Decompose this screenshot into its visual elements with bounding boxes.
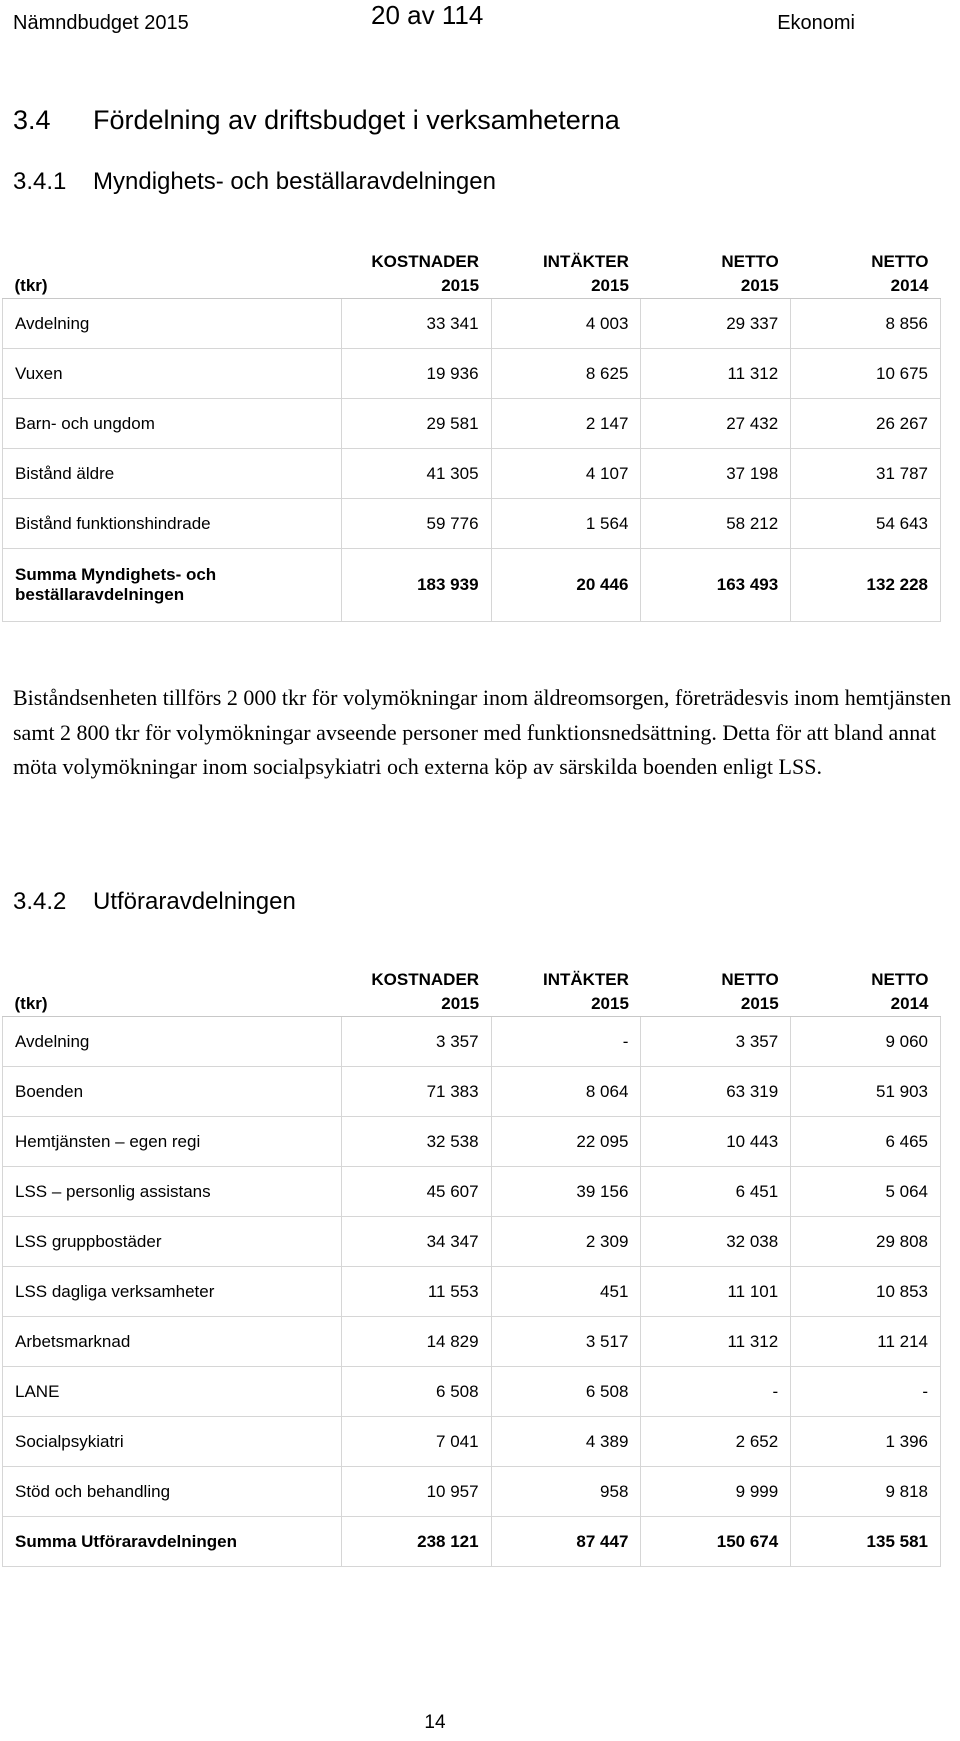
cell-value: -: [641, 1367, 791, 1417]
cell-value: 87 447: [491, 1517, 641, 1567]
cell-value: 29 337: [641, 299, 791, 349]
cell-value: 10 675: [791, 349, 941, 399]
cell-value: 6 465: [791, 1117, 941, 1167]
cell-value: 32 038: [641, 1217, 791, 1267]
cell-value: 45 607: [341, 1167, 491, 1217]
cell-value: 19 936: [341, 349, 491, 399]
row-label: Barn- och ungdom: [3, 399, 342, 449]
cell-value: 63 319: [641, 1067, 791, 1117]
cell-value: 9 818: [791, 1467, 941, 1517]
body-paragraph: Biståndsenheten tillförs 2 000 tkr för volymökningar inom äldreomsorgen, företrädesvis inom hemtjänsten samt 2 800 tkr för volymökningar avseende personer med funktionsnedsättning. Detta för att bland annat möta volymökningar inom socialpsykiatri och externa köp av särskilda boenden enligt LSS.: [13, 685, 952, 779]
cell-value: 9 999: [641, 1467, 791, 1517]
table-row: [3, 1367, 941, 1417]
cell-value: 451: [491, 1267, 641, 1317]
cell-value: 31 787: [791, 449, 941, 499]
cell-value: 14 829: [341, 1317, 491, 1367]
subsection-number: 3.4.1: [13, 168, 67, 195]
cell-value: 1 396: [791, 1417, 941, 1467]
cell-value: 33 341: [341, 299, 491, 349]
table-total-row: [3, 1517, 941, 1567]
budget-table-utforar: [2, 946, 941, 1567]
subsection-heading-1: [13, 168, 496, 196]
cell-value: 41 305: [341, 449, 491, 499]
cell-value: 8 856: [791, 299, 941, 349]
cell-value: 238 121: [341, 1517, 491, 1567]
header-page-counter: 20 av 114: [371, 0, 484, 30]
cell-value: 37 198: [641, 449, 791, 499]
table-total-row: [3, 549, 941, 622]
cell-value: 2 147: [491, 399, 641, 449]
table-row: [3, 1167, 941, 1217]
cell-value: 163 493: [641, 549, 791, 622]
row-label: LSS gruppbostäder: [3, 1217, 342, 1267]
section-heading: [13, 105, 620, 136]
cell-value: 2 652: [641, 1417, 791, 1467]
cell-value: 6 508: [341, 1367, 491, 1417]
cell-value: 135 581: [791, 1517, 941, 1567]
table-row: [3, 499, 941, 549]
cell-value: -: [491, 1017, 641, 1067]
header-document-title: Nämndbudget 2015: [13, 12, 189, 34]
section-number: 3.4: [13, 105, 51, 135]
cell-value: 29 581: [341, 399, 491, 449]
table-row: [3, 299, 941, 349]
row-label: Bistånd äldre: [3, 449, 342, 499]
cell-value: 11 214: [791, 1317, 941, 1367]
table-header-row: [3, 946, 941, 1017]
cell-value: 58 212: [641, 499, 791, 549]
cell-value: 8 064: [491, 1067, 641, 1117]
table-row: [3, 1017, 941, 1067]
row-label: Avdelning: [3, 299, 342, 349]
cell-value: 71 383: [341, 1067, 491, 1117]
column-header: NETTO 2014: [791, 946, 941, 1017]
cell-value: 20 446: [491, 549, 641, 622]
cell-value: 34 347: [341, 1217, 491, 1267]
cell-value: 39 156: [491, 1167, 641, 1217]
cell-value: 54 643: [791, 499, 941, 549]
cell-value: 3 357: [341, 1017, 491, 1067]
row-label: Summa Myndighets- och beställaravdelningen: [3, 549, 342, 622]
cell-value: 10 853: [791, 1267, 941, 1317]
table-row: [3, 449, 941, 499]
cell-value: 183 939: [341, 549, 491, 622]
column-header: NETTO 2014: [791, 228, 941, 299]
column-header: KOSTNADER 2015: [341, 228, 491, 299]
cell-value: 26 267: [791, 399, 941, 449]
cell-value: 3 357: [641, 1017, 791, 1067]
column-header: (tkr): [3, 228, 342, 299]
subsection-title: Myndighets- och beställaravdelningen: [93, 168, 496, 195]
row-label: LSS dagliga verksamheter: [3, 1267, 342, 1317]
column-header: KOSTNADER 2015: [341, 946, 491, 1017]
table-row: [3, 1317, 941, 1367]
table-row: [3, 1267, 941, 1317]
cell-value: 10 443: [641, 1117, 791, 1167]
table-row: [3, 1067, 941, 1117]
row-label: Vuxen: [3, 349, 342, 399]
column-header: NETTO 2015: [641, 946, 791, 1017]
column-header: INTÄKTER 2015: [491, 228, 641, 299]
row-label: Hemtjänsten – egen regi: [3, 1117, 342, 1167]
row-label: LSS – personlig assistans: [3, 1167, 342, 1217]
row-label: Avdelning: [3, 1017, 342, 1067]
page-number: 14: [424, 1712, 446, 1733]
cell-value: 11 312: [641, 349, 791, 399]
cell-value: 8 625: [491, 349, 641, 399]
cell-value: 2 309: [491, 1217, 641, 1267]
cell-value: 59 776: [341, 499, 491, 549]
cell-value: 4 003: [491, 299, 641, 349]
table-row: [3, 1117, 941, 1167]
row-label: Bistånd funktionshindrade: [3, 499, 342, 549]
cell-value: -: [791, 1367, 941, 1417]
table-row: [3, 1417, 941, 1467]
budget-table-myndighet: [2, 228, 941, 622]
cell-value: 22 095: [491, 1117, 641, 1167]
cell-value: 150 674: [641, 1517, 791, 1567]
table-row: [3, 1217, 941, 1267]
cell-value: 4 107: [491, 449, 641, 499]
cell-value: 7 041: [341, 1417, 491, 1467]
row-label: Summa Utföraravdelningen: [3, 1517, 342, 1567]
cell-value: 10 957: [341, 1467, 491, 1517]
cell-value: 4 389: [491, 1417, 641, 1467]
subsection-heading-2: [13, 888, 296, 916]
cell-value: 1 564: [491, 499, 641, 549]
table-row: [3, 399, 941, 449]
table-row: [3, 349, 941, 399]
cell-value: 29 808: [791, 1217, 941, 1267]
row-label: Socialpsykiatri: [3, 1417, 342, 1467]
row-label: Arbetsmarknad: [3, 1317, 342, 1367]
table-row: [3, 1467, 941, 1517]
table-header-row: [3, 228, 941, 299]
cell-value: 51 903: [791, 1067, 941, 1117]
cell-value: 132 228: [791, 549, 941, 622]
header-department: Ekonomi: [777, 12, 855, 34]
cell-value: 9 060: [791, 1017, 941, 1067]
column-header: INTÄKTER 2015: [491, 946, 641, 1017]
cell-value: 11 553: [341, 1267, 491, 1317]
row-label: LANE: [3, 1367, 342, 1417]
cell-value: 11 312: [641, 1317, 791, 1367]
column-header: NETTO 2015: [641, 228, 791, 299]
cell-value: 5 064: [791, 1167, 941, 1217]
cell-value: 958: [491, 1467, 641, 1517]
row-label: Boenden: [3, 1067, 342, 1117]
cell-value: 11 101: [641, 1267, 791, 1317]
cell-value: 6 451: [641, 1167, 791, 1217]
row-label: Stöd och behandling: [3, 1467, 342, 1517]
subsection-number: 3.4.2: [13, 888, 67, 915]
column-header: (tkr): [3, 946, 342, 1017]
cell-value: 3 517: [491, 1317, 641, 1367]
cell-value: 27 432: [641, 399, 791, 449]
cell-value: 32 538: [341, 1117, 491, 1167]
section-title: Fördelning av driftsbudget i verksamheterna: [93, 105, 620, 135]
subsection-title: Utföraravdelningen: [93, 888, 296, 915]
cell-value: 6 508: [491, 1367, 641, 1417]
